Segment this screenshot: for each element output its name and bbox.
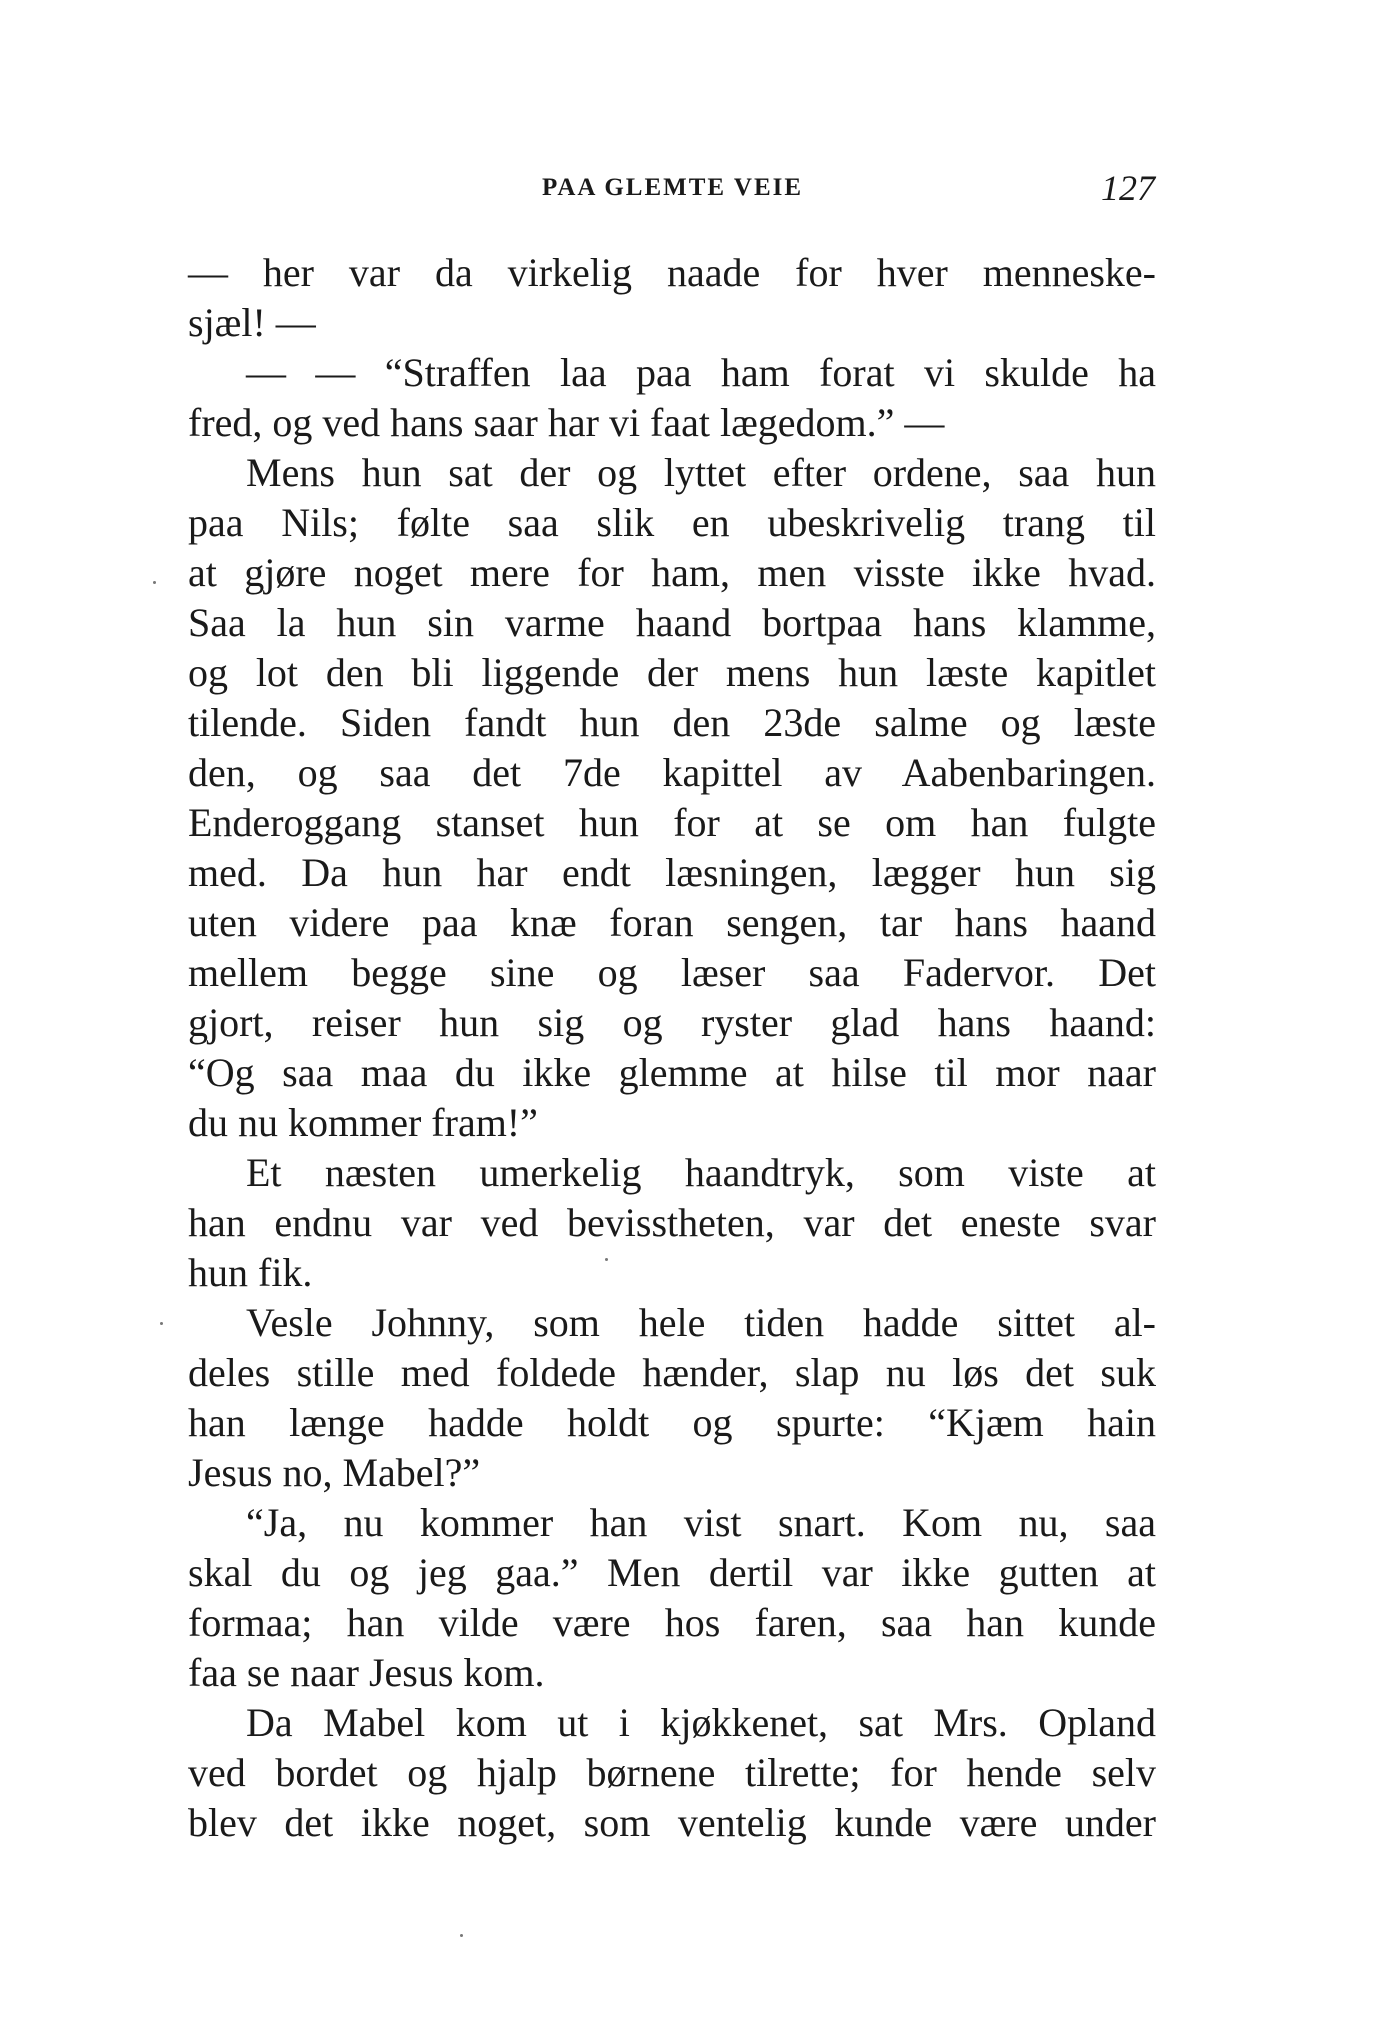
text-line: Et næsten umerkelig haandtryk, som viste at (246, 1150, 1156, 1195)
text-line: han længe hadde holdt og spurte: “Kjæm hain (188, 1400, 1156, 1445)
page-number: 127 (1101, 168, 1155, 208)
text-line: ved bordet og hjalp børnene tilrette; for hende selv (188, 1750, 1156, 1795)
text-line: Vesle Johnny, som hele tiden hadde sittet al- (246, 1300, 1156, 1345)
text-line: — her var da virkelig naade for hver menneske- (188, 250, 1156, 295)
text-line: deles stille med foldede hænder, slap nu løs det suk (188, 1350, 1156, 1395)
text-line: og lot den bli liggende der mens hun læste kapitlet (188, 650, 1156, 695)
text-line: gjort, reiser hun sig og ryster glad hans haand: (188, 1000, 1156, 1045)
text-line: faa se naar Jesus kom. (188, 1650, 545, 1695)
text-line: “Ja, nu kommer han vist snart. Kom nu, saa (246, 1500, 1156, 1545)
scan-speck (460, 1934, 463, 1937)
text-line: den, og saa det 7de kapittel av Aabenbaringen. (188, 750, 1156, 795)
text-line: med. Da hun har endt læsningen, lægger hun sig (188, 850, 1156, 895)
text-line: sjæl! — (188, 300, 316, 345)
scan-speck (605, 1258, 608, 1261)
text-line: Mens hun sat der og lyttet efter ordene, saa hun (246, 450, 1156, 495)
text-line: at gjøre noget mere for ham, men visste ikke hvad. (188, 550, 1156, 595)
text-line: blev det ikke noget, som ventelig kunde være under (188, 1800, 1156, 1845)
text-line: fred, og ved hans saar har vi faat lægedom.” — (188, 400, 945, 445)
text-line: “Og saa maa du ikke glemme at hilse til mor naar (188, 1050, 1156, 1095)
text-line: hun fik. (188, 1250, 313, 1295)
text-line: skal du og jeg gaa.” Men dertil var ikke gutten at (188, 1550, 1156, 1595)
scan-speck (153, 581, 156, 584)
body-text (188, 248, 1156, 1848)
text-line: formaa; han vilde være hos faren, saa han kunde (188, 1600, 1156, 1645)
text-line: Saa la hun sin varme haand bortpaa hans klamme, (188, 600, 1156, 645)
running-header (190, 168, 1155, 208)
text-line: Jesus no, Mabel?” (188, 1450, 481, 1495)
text-line: tilende. Siden fandt hun den 23de salme og læste (188, 700, 1156, 745)
text-line: paa Nils; følte saa slik en ubeskrivelig trang til (188, 500, 1156, 545)
text-line: mellem begge sine og læser saa Fadervor. Det (188, 950, 1156, 995)
text-line: Enderoggang stanset hun for at se om han fulgte (188, 800, 1156, 845)
text-line: uten videre paa knæ foran sengen, tar hans haand (188, 900, 1156, 945)
scan-speck (160, 1322, 163, 1325)
text-line: du nu kommer fram!” (188, 1100, 538, 1145)
text-line: Da Mabel kom ut i kjøkkenet, sat Mrs. Opland (246, 1700, 1156, 1745)
text-line: han endnu var ved bevisstheten, var det eneste svar (188, 1200, 1156, 1245)
running-title: PAA GLEMTE VEIE (541, 174, 804, 201)
text-line: — — “Straffen laa paa ham forat vi skulde ha (246, 350, 1156, 395)
